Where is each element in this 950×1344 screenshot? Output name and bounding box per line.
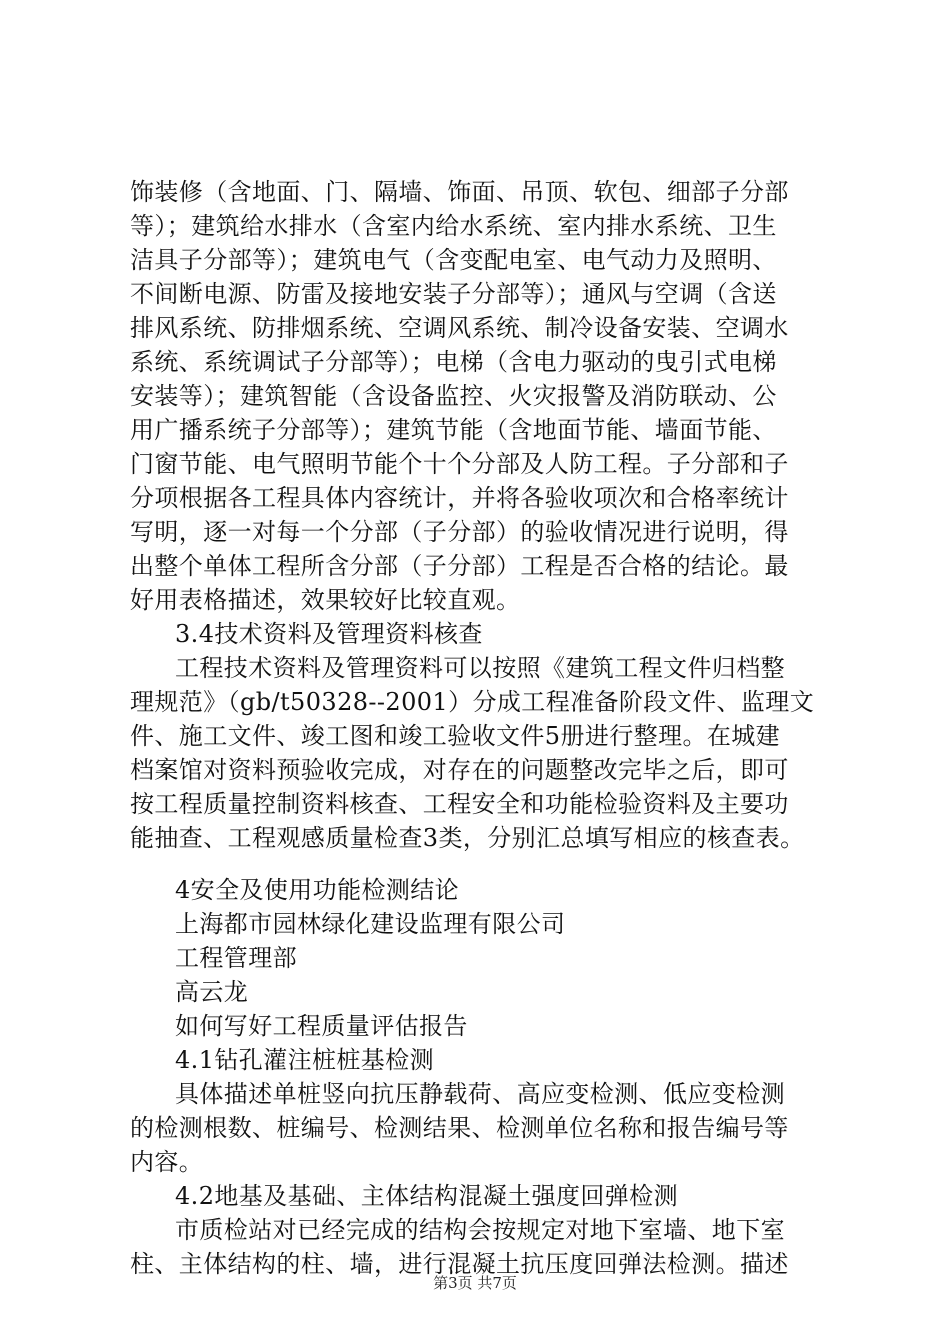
body-text-line: 内容。 <box>130 1148 204 1176</box>
body-text-line: 写明，逐一对每一个分部（子分部）的验收情况进行说明，得 <box>130 518 789 546</box>
body-text-line: 饰装修（含地面、门、隔墙、饰面、吊顶、软包、细部子分部 <box>130 178 789 206</box>
body-text-line: 出整个单体工程所含分部（子分部）工程是否合格的结论。最 <box>130 552 789 580</box>
department-name: 工程管理部 <box>175 944 297 972</box>
body-text-line: 件、施工文件、竣工图和竣工验收文件5册进行整理。在城建 <box>130 722 781 750</box>
body-text-line: 系统、系统调试子分部等）；电梯（含电力驱动的曳引式电梯 <box>130 348 777 376</box>
body-text-line: 安装等）；建筑智能（含设备监控、火灾报警及消防联动、公 <box>130 382 777 410</box>
body-text-line: 能抽查、工程观感质量检查3类，分别汇总填写相应的核查表。 <box>130 824 805 852</box>
body-text-line: 工程技术资料及管理资料可以按照《建筑工程文件归档整 <box>175 654 785 682</box>
body-text-line: 洁具子分部等）；建筑电气（含变配电室、电气动力及照明、 <box>130 246 777 274</box>
company-name: 上海都市园林绿化建设监理有限公司 <box>175 910 566 938</box>
author-name: 高云龙 <box>175 978 249 1006</box>
body-text-line: 不间断电源、防雷及接地安装子分部等）；通风与空调（含送 <box>130 280 777 308</box>
body-text-line: 好用表格描述，效果较好比较直观。 <box>130 586 521 614</box>
section-heading: 4.1钻孔灌注桩桩基检测 <box>175 1046 434 1074</box>
body-text-line: 具体描述单桩竖向抗压静载荷、高应变检测、低应变检测 <box>175 1080 785 1108</box>
body-text-line: 理规范》（gb/t50328--2001）分成工程准备阶段文件、监理文 <box>130 688 815 716</box>
section-heading: 4.2地基及基础、主体结构混凝土强度回弹检测 <box>175 1182 678 1210</box>
body-text-line: 市质检站对已经完成的结构会按规定对地下室墙、地下室 <box>175 1216 785 1244</box>
body-text-line: 按工程质量控制资料核查、工程安全和功能检验资料及主要功 <box>130 790 789 818</box>
body-text-line: 排风系统、防排烟系统、空调风系统、制冷设备安装、空调水 <box>130 314 789 342</box>
section-heading: 4安全及使用功能检测结论 <box>175 876 460 904</box>
section-heading: 3.4技术资料及管理资料核查 <box>175 620 483 648</box>
body-text-line: 的检测根数、桩编号、检测结果、检测单位名称和报告编号等 <box>130 1114 789 1142</box>
body-text-line: 用广播系统子分部等）；建筑节能（含地面节能、墙面节能、 <box>130 416 777 444</box>
body-text-line: 等）；建筑给水排水（含室内给水系统、室内排水系统、卫生 <box>130 212 777 240</box>
body-text-line: 档案馆对资料预验收完成，对存在的问题整改完毕之后，即可 <box>130 756 789 784</box>
article-title: 如何写好工程质量评估报告 <box>175 1012 468 1040</box>
body-text-line: 门窗节能、电气照明节能个十个分部及人防工程。子分部和子 <box>130 450 789 478</box>
body-text-line: 柱、主体结构的柱、墙，进行混凝土抗压度回弹法检测。描述 <box>130 1250 789 1278</box>
page-number-footer: 第3页 共7页 <box>433 1274 517 1292</box>
body-text-line: 分项根据各工程具体内容统计，并将各验收项次和合格率统计 <box>130 484 789 512</box>
